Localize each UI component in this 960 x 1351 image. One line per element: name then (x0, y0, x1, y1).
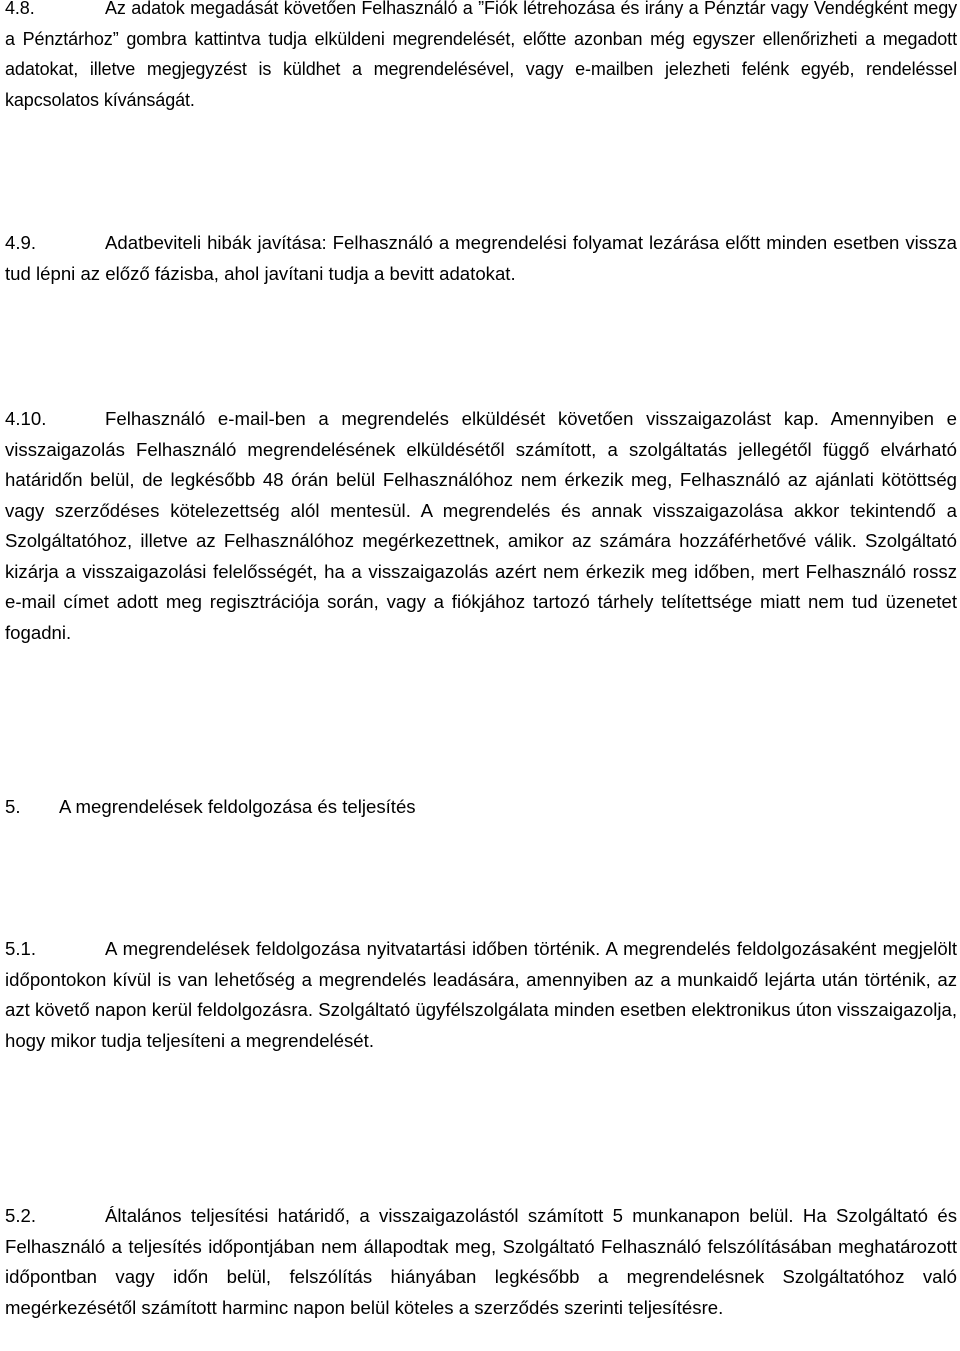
paragraph-number: 5.1. (5, 938, 37, 959)
paragraph-text: Általános teljesítési határidő, a visszaigazolástól számított 5 munkanapon belül. Ha Szolgáltató és Felhasználó a teljesítés időpontjában nem állapodtak meg, Szolgáltató Felhasználó felszólításában meghatározott időpontban vagy időn belül, felszólítás hiányában legkésőbb a megrendelésnek Szolgáltatóhoz való megérkezésétől számított harminc napon belül köteles a szerződés szerinti teljesítésre. (5, 1205, 957, 1318)
paragraph-text: Adatbeviteli hibák javítása: Felhasználó a megrendelési folyamat lezárása előtt minden esetben vissza tud lépni az előző fázisba, ahol javítani tudja a bevitt adatokat. (5, 232, 957, 284)
paragraph-4-9 (5, 228, 957, 289)
paragraph-4-8 (5, 0, 957, 115)
paragraph-number: 4.10. (5, 408, 47, 429)
paragraph-text: Az adatok megadását követően Felhasználó a ”Fiók létrehozása és irány a Pénztár vagy Vendégként megy a Pénztárhoz” gombra kattintva tudja elküldeni megrendelését, előtte azonban még egyszer ellenőrizheti a megadott adatokat, illetve megjegyzést is küldhet a megrendelésével, vagy e-mailben jelezheti felénk egyéb, rendeléssel kapcsolatos kívánságát. (5, 0, 957, 110)
paragraph-number: 5.2. (5, 1205, 37, 1226)
paragraph-number: 4.9. (5, 232, 37, 253)
paragraph-text: A megrendelések feldolgozása nyitvatartási időben történik. A megrendelés feldolgozásaként megjelölt időpontokon kívül is van lehetőség a megrendelés leadására, amennyiben az a munkaidő lejárta után történik, az azt követő napon kerül feldolgozásra. Szolgáltató ügyfélszolgálata minden esetben elektronikus úton visszaigazolja, hogy mikor tudja teljesíteni a megrendelését. (5, 938, 957, 1051)
paragraph-text: Felhasználó e-mail-ben a megrendelés elküldését követően visszaigazolást kap. Amennyiben e visszaigazolás Felhasználó megrendelésének elküldésétől számított, a szolgáltatás jellegétől függő elvárható határidőn belül, de legkésőbb 48 órán belül Felhasználóhoz nem érkezik meg, Felhasználó az ajánlati kötöttség vagy szerződéses kötelezettség alól mentesül. A megrendelés és annak visszaigazolása akkor tekintendő a Szolgáltatóhoz, illetve az Felhasználóhoz megérkezettnek, amikor az számára hozzáférhetővé válik. Szolgáltató kizárja a visszaigazolási felelősségét, ha a visszaigazolás azért nem érkezik meg időben, mert Felhasználó rossz e-mail címet adott meg regisztrációja során, vagy a fiókjához tartozó tárhely telítettsége miatt nem tud üzenetet fogadni. (5, 408, 957, 643)
paragraph-5-2 (5, 1201, 957, 1323)
paragraph-4-10 (5, 404, 957, 648)
paragraph-number: 4.8. (5, 0, 35, 18)
section-heading-5 (5, 792, 416, 822)
section-number: 5. (5, 796, 21, 817)
section-title: A megrendelések feldolgozása és teljesítés (59, 796, 416, 817)
paragraph-5-1 (5, 934, 957, 1056)
